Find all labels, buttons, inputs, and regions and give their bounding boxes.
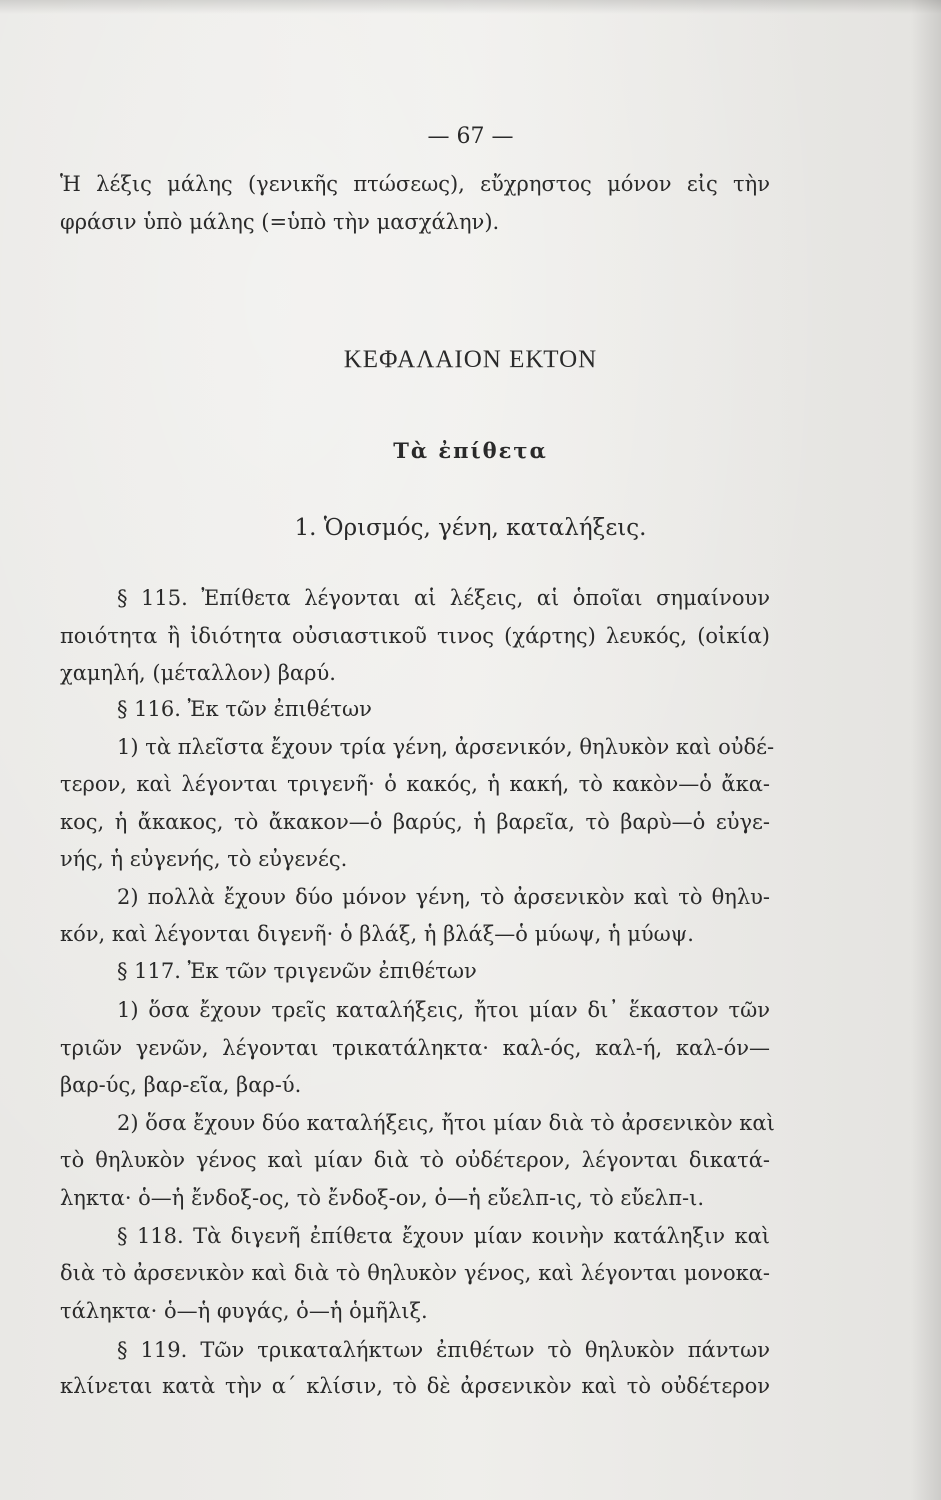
p116-line-1: § 116. Ἐκ τῶν ἐπιθέτων xyxy=(117,697,372,721)
section-number: 1. xyxy=(294,515,317,541)
intro-line-1: Ἡ λέξις μάλης (γενικῆς πτώσεως), εὔχρηστος μόνον εἰς τὴν xyxy=(60,172,770,196)
p117-line-4: βαρ-ύς, βαρ-εῖα, βαρ-ύ. xyxy=(60,1073,302,1097)
section-heading xyxy=(0,515,941,541)
p118-line-1: § 118. Τὰ διγενῆ ἐπίθετα ἔχουν μίαν κοινὴν κατάληξιν καὶ xyxy=(117,1224,770,1248)
p116-line-7: κόν, καὶ λέγονται διγενῆ· ὁ βλάξ, ἡ βλάξ—ὁ μύωψ, ἡ μύωψ. xyxy=(60,922,694,946)
p117-line-5: 2) ὅσα ἔχουν δύο καταλήξεις, ἤτοι μίαν διὰ τὸ ἀρσενικὸν καὶ xyxy=(117,1111,775,1135)
p119-line-1: § 119. Τῶν τρικαταλήκτων ἐπιθέτων τὸ θηλυκὸν πάντων xyxy=(117,1338,770,1362)
page-top-shadow xyxy=(0,0,941,14)
page-number: — 67 — xyxy=(427,124,514,149)
chapter-subtitle: Τὰ ἐπίθετα xyxy=(393,438,548,463)
p116-line-6: 2) πολλὰ ἔχουν δύο μόνον γένη, τὸ ἀρσενικὸν καὶ τὸ θηλυ- xyxy=(117,885,770,909)
p117-line-6: τὸ θηλυκὸν γένος καὶ μίαν διὰ τὸ οὐδέτερον, λέγονται δικατά- xyxy=(60,1148,770,1172)
p116-line-4: κος, ἡ ἄκακος, τὸ ἄκακον—ὁ βαρύς, ἡ βαρεῖα, τὸ βαρὺ—ὁ εὐγε- xyxy=(60,810,770,834)
intro-line-2: φράσιν ὑπὸ μάλης (=ὑπὸ τὴν μασχάλην). xyxy=(60,210,500,234)
p117-line-3: τριῶν γενῶν, λέγονται τρικατάληκτα· καλ-ός, καλ-ή, καλ-όν— xyxy=(60,1036,770,1060)
p117-line-7: ληκτα· ὁ—ἡ ἔνδοξ-ος, τὸ ἔνδοξ-ον, ὁ—ἡ εὔελπ-ις, τὸ εὔελπ-ι. xyxy=(60,1186,705,1210)
p119-line-2: κλίνεται κατὰ τὴν α΄ κλίσιν, τὸ δὲ ἀρσενικὸν καὶ τὸ οὐδέτερον xyxy=(60,1374,770,1398)
section-title: Ὁρισμός, γένη, καταλήξεις. xyxy=(323,515,647,541)
p116-line-3: τερον, καὶ λέγονται τριγενῆ· ὁ κακός, ἡ κακή, τὸ κακὸν—ὁ ἄκα- xyxy=(60,772,770,796)
chapter-title: ΚΕΦΑΛΑΙΟΝ ΕΚΤΟΝ xyxy=(343,346,598,373)
p118-line-2: διὰ τὸ ἀρσενικὸν καὶ διὰ τὸ θηλυκὸν γένος, καὶ λέγονται μονοκα- xyxy=(60,1261,770,1285)
p118-line-3: τάληκτα· ὁ—ἡ φυγάς, ὁ—ἡ ὁμῆλιξ. xyxy=(60,1299,428,1323)
page-edge-shadow xyxy=(911,0,941,1500)
p115-line-3: χαμηλή, (μέταλλον) βαρύ. xyxy=(60,661,336,685)
p116-line-2: 1) τὰ πλεῖστα ἔχουν τρία γένη, ἀρσενικόν, θηλυκὸν καὶ οὐδέ- xyxy=(117,735,775,759)
p117-line-1: § 117. Ἐκ τῶν τριγενῶν ἐπιθέτων xyxy=(117,959,477,983)
p115-line-2: ποιότητα ἢ ἰδιότητα οὐσιαστικοῦ τινος (χάρτης) λευκός, (οἰκία) xyxy=(60,624,770,648)
p115-line-1: § 115. Ἐπίθετα λέγονται αἱ λέξεις, αἱ ὁποῖαι σημαίνουν xyxy=(117,586,770,610)
p117-line-2: 1) ὅσα ἔχουν τρεῖς καταλήξεις, ἤτοι μίαν δι᾽ ἕκαστον τῶν xyxy=(117,998,770,1022)
p116-line-5: νής, ἡ εὐγενής, τὸ εὐγενές. xyxy=(60,847,348,871)
